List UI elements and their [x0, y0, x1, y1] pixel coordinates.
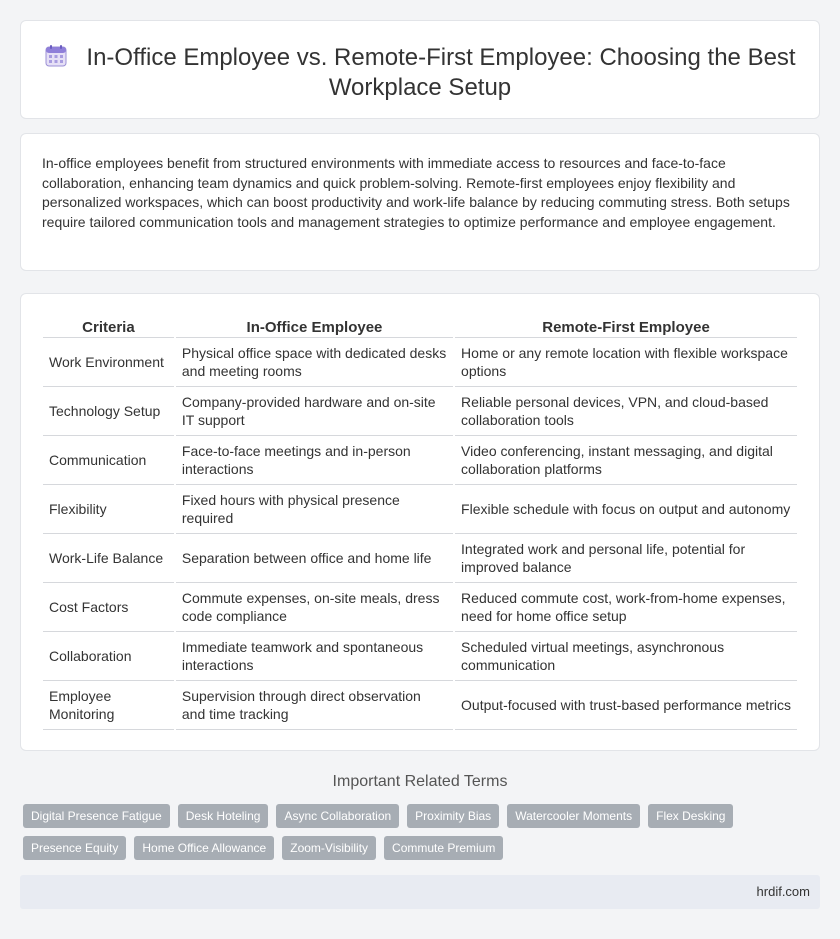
table-row — [43, 583, 797, 632]
related-term-tag[interactable]: Zoom-Visibility — [282, 836, 376, 860]
table-row — [43, 632, 797, 681]
related-term-tag[interactable]: Async Collaboration — [276, 804, 399, 828]
in-office-cell: Face-to-face meetings and in-person interactions — [176, 436, 453, 485]
in-office-cell: Separation between office and home life — [176, 534, 453, 583]
table-header-row — [43, 316, 797, 338]
related-term-tag[interactable]: Proximity Bias — [407, 804, 499, 828]
related-term-tag[interactable]: Home Office Allowance — [134, 836, 274, 860]
remote-first-cell: Reliable personal devices, VPN, and cloud-based collaboration tools — [455, 387, 797, 436]
criteria-cell: Technology Setup — [43, 387, 174, 436]
table-row — [43, 681, 797, 730]
related-term-tag[interactable]: Commute Premium — [384, 836, 503, 860]
table-row — [43, 534, 797, 583]
criteria-cell: Cost Factors — [43, 583, 174, 632]
header-criteria: Criteria — [43, 316, 174, 338]
in-office-cell: Supervision through direct observation and time tracking — [176, 681, 453, 730]
remote-first-cell: Output-focused with trust-based performance metrics — [455, 681, 797, 730]
remote-first-cell: Scheduled virtual meetings, asynchronous communication — [455, 632, 797, 681]
criteria-cell: Work Environment — [43, 338, 174, 387]
header-in-office: In-Office Employee — [176, 316, 453, 338]
header-remote-first: Remote-First Employee — [455, 316, 797, 338]
table-row — [43, 436, 797, 485]
related-term-tag[interactable]: Watercooler Moments — [507, 804, 640, 828]
intro-text: In-office employees benefit from structured environments with immediate access to resources and face-to-face collaboration, enhancing team dynamics and quick problem-solving. Remote-first employees enjoy flexibility and personalized workspaces, which can boost productivity and work-life balance by reducing commuting stress. Both setups require tailored communication tools and management strategies to optimize performance and employee engagement. — [42, 155, 790, 230]
header-card — [20, 20, 820, 119]
page-title-wrap — [21, 43, 819, 103]
criteria-cell: Communication — [43, 436, 174, 485]
comparison-card — [20, 293, 820, 751]
remote-first-cell: Integrated work and personal life, potential for improved balance — [455, 534, 797, 583]
criteria-cell: Flexibility — [43, 485, 174, 534]
in-office-cell: Commute expenses, on-site meals, dress code compliance — [176, 583, 453, 632]
footer — [20, 875, 820, 909]
criteria-cell: Work-Life Balance — [43, 534, 174, 583]
in-office-cell: Company-provided hardware and on-site IT support — [176, 387, 453, 436]
related-terms-title: Important Related Terms — [332, 773, 508, 790]
footer-site-link[interactable]: hrdif.com — [756, 884, 810, 899]
in-office-cell: Physical office space with dedicated desks and meeting rooms — [176, 338, 453, 387]
remote-first-cell: Video conferencing, instant messaging, and digital collaboration platforms — [455, 436, 797, 485]
page-title: In-Office Employee vs. Remote-First Employee: Choosing the Best Workplace Setup — [86, 44, 796, 101]
related-term-tag[interactable]: Presence Equity — [23, 836, 126, 860]
related-terms-list — [23, 804, 743, 860]
related-term-tag[interactable]: Digital Presence Fatigue — [23, 804, 170, 828]
criteria-cell: Employee Monitoring — [43, 681, 174, 730]
remote-first-cell: Flexible schedule with focus on output and autonomy — [455, 485, 797, 534]
remote-first-cell: Home or any remote location with flexible workspace options — [455, 338, 797, 387]
table-row — [43, 338, 797, 387]
criteria-cell: Collaboration — [43, 632, 174, 681]
in-office-cell: Fixed hours with physical presence required — [176, 485, 453, 534]
table-row — [43, 485, 797, 534]
intro-card — [20, 133, 820, 271]
in-office-cell: Immediate teamwork and spontaneous interactions — [176, 632, 453, 681]
calendar-icon — [44, 44, 68, 68]
related-term-tag[interactable]: Flex Desking — [648, 804, 733, 828]
remote-first-cell: Reduced commute cost, work-from-home expenses, need for home office setup — [455, 583, 797, 632]
related-term-tag[interactable]: Desk Hoteling — [178, 804, 269, 828]
table-row — [43, 387, 797, 436]
comparison-table — [41, 316, 799, 730]
